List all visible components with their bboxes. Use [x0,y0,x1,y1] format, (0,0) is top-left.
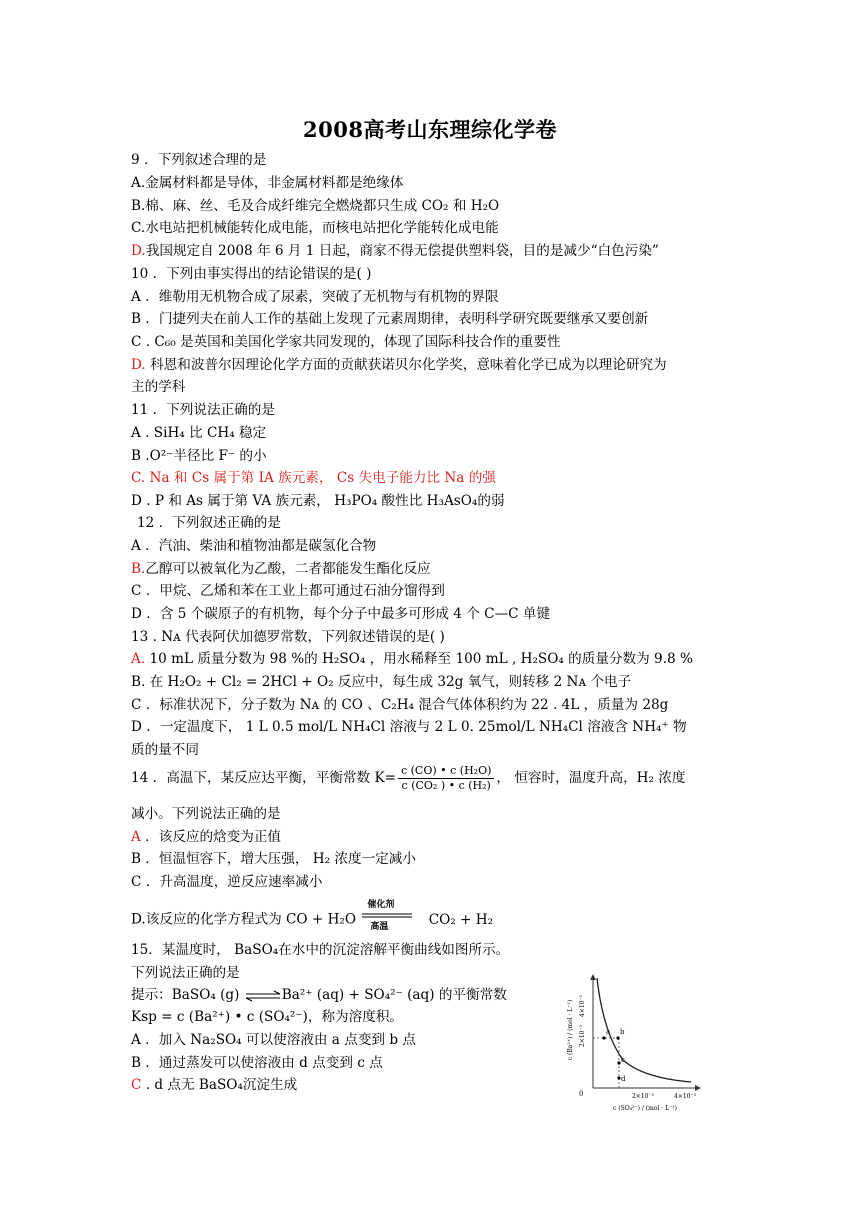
q12-option-d: D ．含 5 个碳原子的有机物，每个分子中最多可形成 4 个 C—C 单键 [131,606,551,622]
q11-option-c: C. Na 和 Cs 属于第 IA 族元素， Cs 失电子能力比 Na 的强 [131,470,496,486]
y-tick-mid: 2×10⁻⁵ [579,1024,586,1048]
q12-option-c: C ．甲烷、乙烯和苯在工业上都可通过石油分馏得到 [131,583,445,599]
q12-stem: 12 ．下列叙述正确的是 [137,515,281,531]
q15-hint-products: Ba²⁺ (aq) + SO₄²⁻ (aq) 的平衡常数 [281,987,507,1003]
y-axis-label: c (Ba²⁺) / (mol · L⁻¹) [567,999,574,1061]
q9-option-d [131,242,659,260]
fraction-numerator: c (CO) • c (H₂O) [398,764,494,779]
answer-letter: B. [131,561,146,577]
answer-letter: A. [131,651,146,667]
q11-stem: 11 ．下列说法正确的是 [131,402,275,418]
q15-stem: 15．某温度时， BaSO₄在水中的沉淀溶解平衡曲线如图所示。 [131,942,510,958]
y-tick-top: 4×10⁻⁵ [579,994,586,1018]
x-axis-arrow-icon [695,1085,701,1091]
answer-letter: C [131,1077,142,1093]
q14-option-a [131,828,281,846]
q10-option-d-cont: 主的学科 [131,379,186,395]
x-tick-mid: 2×10⁻⁵ [631,1093,655,1100]
reaction-condition-arrow [360,900,416,932]
q14-option-d-products: CO₂ + H₂ [428,911,494,928]
q14-option-d [131,900,494,932]
x-tick-right: 4×10⁻⁵ [673,1093,697,1100]
y-axis-arrow-icon [590,974,596,980]
x-axis-label: c (SO₄²⁻) / (mol · L⁻¹) [613,1105,677,1112]
temperature-label: 高温 [370,922,389,932]
q9-option-b: B.棉、麻、丝、毛及合成纤维完全燃烧都只生成 CO₂ 和 H₂O [131,198,500,214]
saturation-curve [597,978,691,1082]
q15-stem-cont: 下列说法正确的是 [131,965,240,981]
origin-label: 0 [579,1090,584,1098]
q15-hint [131,986,507,1004]
q9-option-d-text: 我国规定自 2008 年 6 月 1 日起，商家不得无偿提供塑料袋，目的是减少“白色污染” [145,243,659,259]
q12-option-a: A ．汽油、柴油和植物油都是碳氢化合物 [131,538,377,554]
q9-stem: 9 ．下列叙述合理的是 [131,152,267,168]
q15-option-b: B ．通过蒸发可以使溶液由 d 点变到 c 点 [131,1055,383,1071]
q15-ksp: Ksp = c (Ba²⁺) • c (SO₄²⁻)，称为溶度积。 [131,1009,404,1025]
fraction-denominator: c (CO₂ ) • c (H₂) [401,779,491,792]
q10-option-b: B ．门捷列夫在前人工作的基础上发现了元素周期律，表明科学研究既要继承又要创新 [131,311,649,327]
q14-option-b: B ．恒温恒容下，增大压强， H₂ 浓度一定减小 [131,851,416,867]
q12-option-b-text: 乙醇可以被氧化为乙酸，二者都能发生酯化反应 [145,561,431,577]
answer-letter: D. [131,357,146,373]
q14-stem-cont: 减小。下列说法正确的是 [131,806,281,822]
point-b-label: b [620,1028,625,1036]
q10-option-c: C . C₆₀ 是英国和美国化学家共同发现的，体现了国际科技合作的重要性 [131,334,561,350]
solubility-curve-figure [563,970,703,1115]
reversible-arrow-icon [244,990,282,1002]
q14-stem-pre: 14 ．高温下，某反应达平衡，平衡常数 K= [131,770,396,786]
q14-option-a-text: ．该反应的焓变为正值 [140,829,282,845]
q15-option-c-text: . d 点无 BaSO₄沉淀生成 [141,1077,298,1093]
point-b [616,1036,619,1039]
q12-option-b [131,560,431,578]
q10-stem: 10 ．下列由事实得出的结论错误的是( ) [131,266,372,282]
q13-option-d-cont: 质的量不同 [131,742,199,758]
equilibrium-constant-fraction [398,764,494,793]
q10-option-d-text: 科恩和波普尔因理论化学方面的贡献获诺贝尔化学奖，意味着化学已成为以理论研究为 [145,357,667,373]
point-d-label: d [621,1075,626,1083]
catalyst-label: 催化剂 [367,900,395,910]
solubility-curve-svg [563,970,703,1115]
q15-option-a: A ．加入 Na₂SO₄ 可以使溶液由 a 点变到 b 点 [131,1032,416,1048]
point-a [602,1036,605,1039]
q13-option-d: D ．一定温度下， 1 L 0.5 mol/L NH₄Cl 溶液与 2 L 0. 25mol/L NH₄Cl 溶液含 NH₄⁺ 物 [131,719,687,735]
q14-stem-post: ， 恒容时，温度升高，H₂ 浓度 [496,770,686,786]
answer-letter: D. [131,243,146,259]
q11-option-a: A . SiH₄ 比 CH₄ 稳定 [131,425,267,441]
q11-option-d: D . P 和 As 属于第 VA 族元素， H₃PO₄ 酸性比 H₃AsO₄的弱 [131,493,505,509]
q9-option-c: C.水电站把机械能转化成电能，而核电站把化学能转化成电能 [131,220,499,236]
q9-option-a: A.金属材料都是导体，非金属材料都是绝缘体 [131,175,404,191]
q15-option-c [131,1076,297,1094]
q10-option-d [131,356,667,374]
q13-option-b: B. 在 H₂O₂ + Cl₂ = 2HCl + O₂ 反应中，每生成 32g 氧气，则转移 2 Nᴀ 个电子 [131,674,632,690]
q15-hint-reactant: 提示：BaSO₄ (g) [131,987,240,1003]
answer-letter: A [131,829,141,845]
point-c-label: c [621,1056,625,1064]
q14-stem [131,762,685,794]
q11-option-b: B .O²⁻半径比 F⁻ 的小 [131,448,267,464]
q13-option-c: C ．标准状况下，分子数为 Nᴀ 的 CO 、C₂H₄ 混合气体体积约为 22 . 4L ，质量为 28g [131,697,669,713]
q14-option-d-text: D.该反应的化学方程式为 CO + H₂O [131,911,357,928]
q13-stem: 13 . Nᴀ 代表阿伏加德罗常数，下列叙述错误的是( ) [131,629,445,645]
point-a-label: a [606,1028,611,1036]
q13-option-a [131,650,693,668]
q14-option-c: C ．升高温度，逆反应速率减小 [131,874,323,890]
q13-option-a-text: 10 mL 质量分数为 98 %的 H₂SO₄ ，用水稀释至 100 mL , H₂SO₄ 的质量分数为 9.8 % [145,651,693,667]
q10-option-a: A ．维勒用无机物合成了尿素，突破了无机物与有机物的界限 [131,289,499,305]
page-title: 2008高考山东理综化学卷 [303,117,557,142]
